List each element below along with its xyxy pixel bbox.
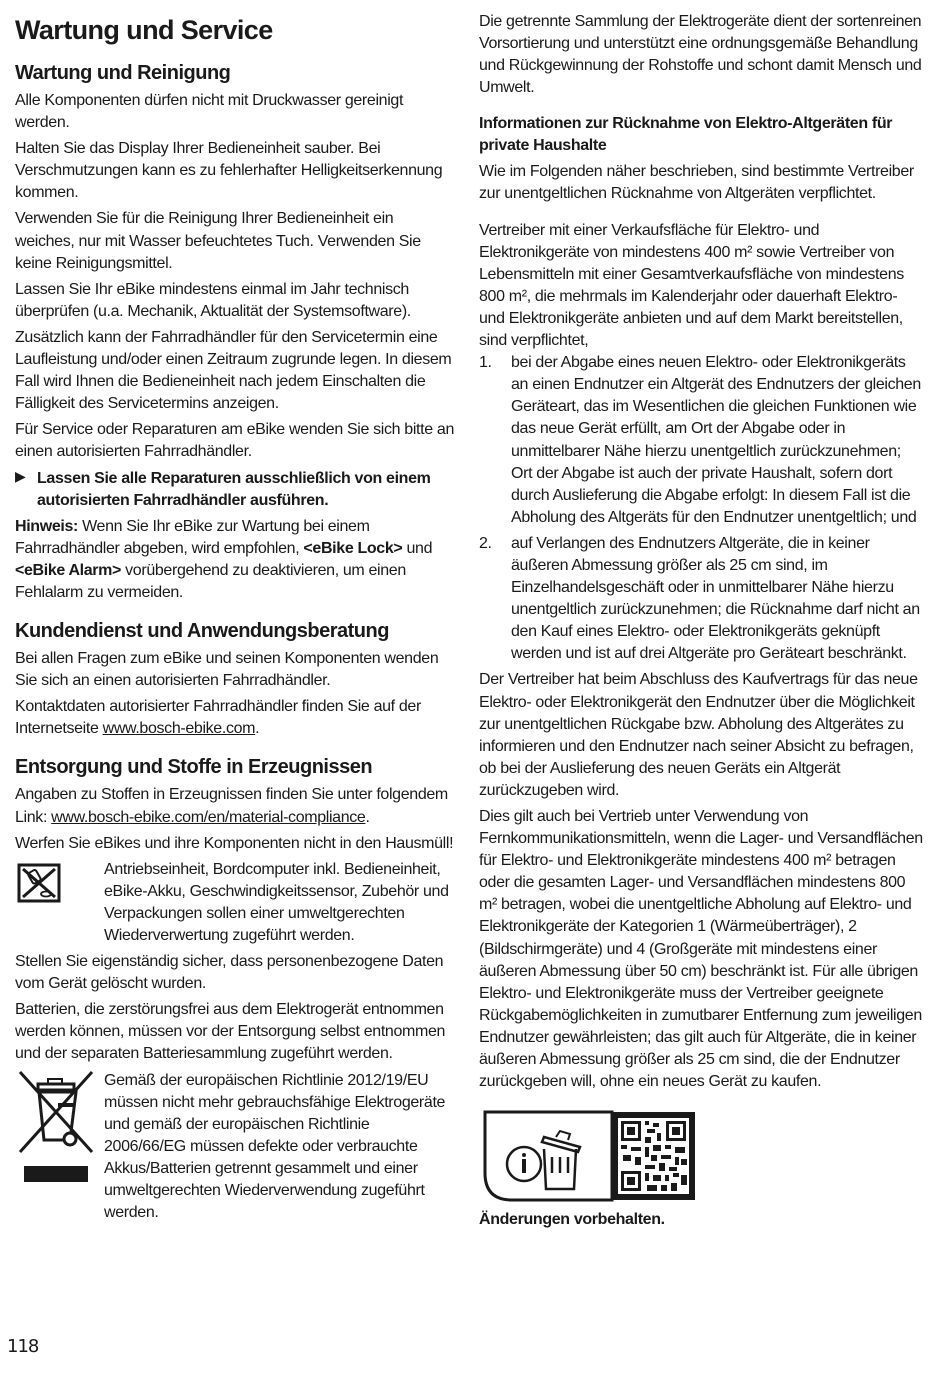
heading-kundendienst: Kundendienst und Anwendungsberatung	[15, 620, 389, 643]
list-number: 1.	[479, 354, 492, 372]
paragraph-text: .	[365, 808, 370, 826]
paragraph-text: Angaben zu Stoffen in Erzeugnissen finden Sie unter folgendem Link:	[15, 786, 448, 826]
changes-reserved-note: Änderungen vorbehalten.	[479, 1211, 665, 1229]
paragraph-text: .	[255, 720, 260, 738]
bullet-text: Lassen Sie alle Reparaturen ausschließlich von einem autorisierten Fahrradhändler ausführen.	[37, 469, 431, 509]
paragraph: Die getrennte Sammlung der Elektrogeräte dient der sortenreinen Vorsortierung und unterstützt eine ordnungsgemäße Behandlung und Rückgewinnung der Rohstoffe und schont damit Mensch und Umwelt.	[479, 13, 922, 97]
paragraph: Dies gilt auch bei Vertrieb unter Verwendung von Fernkommunikationsmitteln, wenn die Lager- und Versandflächen für Elektro- und Elektronikgeräte mindestens 400 m² betragen oder die gesamten Lager- und Versandflächen mindestens 800 m² betragen, wobei die unentgeltliche Abholung auf Elektro- und Elektronikgeräte der Kategorien 1 (Wärmeüberträger), 2 (Bildschirmgeräte) und 4 (Großgeräte mit mindestens einer äußeren Abmessung über 50 cm) beschränkt ist. Für alle übrigen Elektro- und Elektronikgeräte muss der Vertreiber geeignete Rückgabemöglichkeiten in zumutbarer Entfernung zum jeweiligen Endnutzer gewährleisten; das gilt auch für Altgeräte, die in keiner äußeren Abmessung größer als 25 cm sind, die der Endnutzer zurückgeben will, ohne ein neues Gerät zu kaufen.	[479, 808, 923, 1091]
paragraph: Werfen Sie eBikes und ihre Komponenten nicht in den Hausmüll!	[15, 834, 454, 852]
paragraph	[15, 784, 455, 828]
paragraph: Lassen Sie Ihr eBike mindestens einmal im Jahr technisch überprüfen (u.a. Mechanik, Aktualität der Systemsoftware).	[15, 280, 411, 320]
paragraph: Batterien, die zerstörungsfrei aus dem Elektrogerät entnommen werden können, müssen vor der Entsorgung selbst entnommen und der separaten Batteriesammlung zugeführt werden.	[15, 1001, 446, 1063]
note-text: und	[402, 539, 433, 557]
paragraph: Alle Komponenten dürfen nicht mit Druckwasser gereinigt werden.	[15, 92, 404, 132]
info-trash-bin-icon	[482, 1109, 698, 1203]
crossed-out-bike-components-icon	[17, 863, 61, 908]
note-paragraph	[15, 516, 455, 604]
paragraph: Bei allen Fragen zum eBike und seinen Komponenten wenden Sie sich an einen autorisierten Fahrradhändler.	[15, 650, 439, 690]
left-column	[15, 0, 455, 1224]
list-text: auf Verlangen des Endnutzers Altgeräte, die in keiner äußeren Abmessung größer als 25 cm sind, im Einzelhandelsgeschäft oder in unmittelbarer Nähe hierzu unentgeltlich zurückzunehmen; die Rücknahme darf nicht an den Kauf eines Elektro- oder Elektronikgeräts geknüpft werden und ist auf drei Altgeräte pro Geräteart beschränkt.	[511, 534, 920, 663]
paragraph: Für Service oder Reparaturen am eBike wenden Sie sich bitte an einen autorisierten Fahrradhändler.	[15, 421, 454, 461]
note-label: Hinweis:	[15, 517, 78, 535]
list-number: 2.	[479, 534, 492, 552]
paragraph: Zusätzlich kann der Fahrradhändler für den Servicetermin eine Laufleistung und/oder einen Zeitraum zugrunde legen. In diesem Fall wird Ihnen die Bedieneinheit nach jedem Einschalten die Fälligkeit des Servicetermins anzeigen.	[15, 328, 452, 413]
heading-ruecknahme: Informationen zur Rücknahme von Elektro-Altgeräten für private Haushalte	[479, 115, 893, 155]
note-text: Wenn Sie Ihr eBike zur Wartung bei einem Fahrradhändler abgeben, wird empfohlen,	[15, 517, 370, 557]
crossed-out-wheelie-bin-icon	[18, 1070, 94, 1187]
paragraph: Wie im Folgenden näher beschrieben, sind bestimmte Vertreiber zur unentgeltlichen Rücknahme von Altgeräten verpflichtet.	[479, 163, 914, 203]
triangle-right-icon: ▶	[15, 467, 26, 484]
bullet-item	[15, 468, 455, 512]
paragraph: Halten Sie das Display Ihrer Bedieneinheit sauber. Bei Verschmutzungen kann es zu fehlerhafter Helligkeitserkennung kommen.	[15, 140, 443, 202]
material-compliance-link[interactable]: www.bosch-ebike.com/en/material-compliance	[51, 808, 366, 826]
paragraph-text: Kontaktdaten autorisierter Fahrradhändler finden Sie auf der Internetseite	[15, 698, 421, 738]
page-title: Wartung und Service	[15, 15, 273, 45]
paragraph: Stellen Sie eigenständig sicher, dass personenbezogene Daten vom Gerät gelöscht wurden.	[15, 953, 444, 993]
note-text: vorübergehend zu deaktivieren, um einen Fehlalarm zu vermeiden.	[15, 561, 406, 601]
list-item	[479, 533, 924, 666]
heading-entsorgung: Entsorgung und Stoffe in Erzeugnissen	[15, 756, 373, 779]
ebike-alarm-label: <eBike Alarm>	[15, 561, 122, 579]
ebike-lock-label: <eBike Lock>	[303, 539, 403, 557]
paragraph: Antriebseinheit, Bordcomputer inkl. Bedieneinheit, eBike-Akku, Geschwindigkeitssensor, Zubehör und Verpackungen sollen einer umweltgerechten Wiederverwertung zugeführt werden.	[104, 860, 449, 944]
disposal-components-row	[15, 859, 455, 947]
bosch-ebike-link[interactable]: www.bosch-ebike.com	[102, 720, 256, 738]
paragraph: Vertreiber mit einer Verkaufsfläche für Elektro- und Elektronikgeräte von mindestens 400 m² sowie Vertreiber von Lebensmitteln mit einer Gesamtverkaufsfläche von mindestens 800 m², die mehrmals im Kalenderjahr oder dauerhaft Elektro- und Elektronikgeräte anbieten und auf dem Markt bereitstellen, sind verpflichtet,	[479, 221, 904, 350]
right-column	[479, 11, 924, 1231]
disposal-info-badge	[482, 1109, 698, 1203]
list-item	[479, 352, 924, 529]
page-number: 118	[7, 1336, 39, 1357]
paragraph: Verwenden Sie für die Reinigung Ihrer Bedieneinheit ein weiches, nur mit Wasser befeuchtetes Tuch. Verwenden Sie keine Reinigungsmittel.	[15, 210, 421, 272]
list-text: bei der Abgabe eines neuen Elektro- oder Elektronikgeräts an einen Endnutzer ein Altgerät des Endnutzers der gleichen Geräteart, das im Wesentlichen die gleichen Funktionen wie das neue Gerät erfüllt, am Ort der Abgabe oder in unmittelbarer Nähe hierzu unentgeltlich zurückzunehmen; Ort der Abgabe ist auch der private Haushalt, sofern dort durch Auslieferung die Abgabe erfolgt: In diesem Fall ist die Abholung des Altgeräts für den Endnutzer unentgeltlich; und	[511, 354, 921, 526]
paragraph: Der Vertreiber hat beim Abschluss des Kaufvertrags für das neue Elektro- oder Elektronikgerät den Endnutzer über die Möglichkeit zur unentgeltlichen Rückgabe bzw. Abholung des Altgerätes zu informieren und den Endnutzer nach seiner Absicht zu befragen, ob bei der Auslieferung des neuen Geräts ein Altgerät zurückzugeben wird.	[479, 671, 918, 799]
paragraph: Gemäß der europäischen Richtlinie 2012/19/EU müssen nicht mehr gebrauchsfähige Elektrogeräte und gemäß der europäischen Richtlinie 2006/66/EG müssen defekte oder verbrauchte Akkus/Batterien getrennt gesammelt und einer umweltgerechten Wiederverwendung zugeführt werden.	[104, 1071, 446, 1222]
heading-wartung-reinigung: Wartung und Reinigung	[15, 62, 231, 84]
weee-directive-row	[15, 1070, 455, 1225]
paragraph	[15, 696, 455, 740]
qr-code-icon[interactable]	[618, 1118, 689, 1194]
